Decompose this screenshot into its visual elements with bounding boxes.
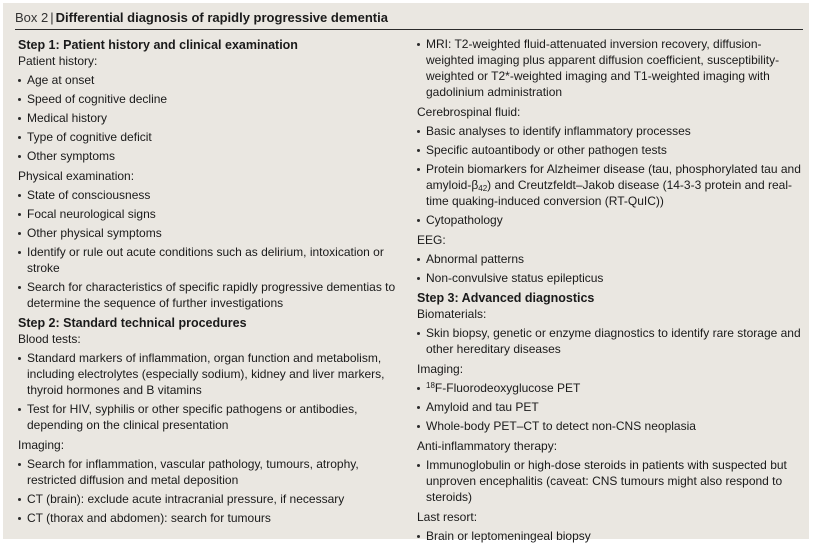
list-item: Specific autoantibody or other pathogen tests (417, 142, 805, 158)
step1-title: Step 1: Patient history and clinical examination (18, 38, 298, 52)
advanced-imaging-heading: Imaging: (417, 362, 464, 376)
eeg-heading: EEG: (417, 233, 446, 247)
list-item: Immunoglobulin or high-dose steroids in patients with suspected but unproven encephalitis (caveat: CNS tumours might also respond to steroids) (417, 457, 805, 505)
step2-title: Step 2: Standard technical procedures (18, 316, 247, 330)
list-item: Brain or leptomeningeal biopsy (417, 528, 805, 544)
right-column (417, 36, 805, 548)
biomarker-subscript: 42 (478, 184, 488, 193)
left-column (18, 37, 410, 530)
list-item: Age at onset (18, 72, 410, 88)
last-resort-list (417, 528, 805, 544)
biomarker-text-a: Protein biomarkers for Alzheimer disease (tau, phosphorylated tau and amyloid-β (426, 162, 801, 192)
physical-exam-heading: Physical examination: (18, 169, 135, 183)
list-item: Identify or rule out acute conditions such as delirium, intoxication or stroke (18, 244, 410, 276)
box-title: Differential diagnosis of rapidly progressive dementia (55, 10, 388, 25)
list-item: Basic analyses to identify inflammatory processes (417, 123, 805, 139)
physical-exam-list (18, 187, 410, 311)
pet-text: F-Fluorodeoxyglucose PET (434, 381, 581, 395)
list-item: Non-convulsive status epilepticus (417, 270, 805, 286)
list-item: Other physical symptoms (18, 225, 410, 241)
eeg-list (417, 251, 805, 286)
list-item: Skin biopsy, genetic or enzyme diagnostics to identify rare storage and other hereditary diseases (417, 325, 805, 357)
patient-history-heading: Patient history: (18, 54, 98, 68)
list-item: Abnormal patterns (417, 251, 805, 267)
list-item: Test for HIV, syphilis or other specific pathogens or antibodies, depending on the clinical presentation (18, 401, 410, 433)
isotope-superscript: 18 (426, 381, 435, 390)
list-item (417, 380, 805, 396)
list-item: Whole-body PET–CT to detect non-CNS neoplasia (417, 418, 805, 434)
list-item: Focal neurological signs (18, 206, 410, 222)
blood-tests-list (18, 350, 410, 433)
box-header (15, 7, 803, 30)
imaging-list (18, 456, 410, 526)
biomaterials-heading: Biomaterials: (417, 307, 487, 321)
biomaterials-list (417, 325, 805, 357)
list-item: Amyloid and tau PET (417, 399, 805, 415)
list-item: Standard markers of inflammation, organ function and metabolism, including electrolytes (especially sodium), kidney and liver markers, thyroid hormones and B vitamins (18, 350, 410, 398)
list-item: Cytopathology (417, 212, 805, 228)
list-item: Medical history (18, 110, 410, 126)
list-item: State of consciousness (18, 187, 410, 203)
last-resort-heading: Last resort: (417, 510, 478, 524)
box-separator: | (50, 10, 54, 25)
advanced-imaging-list (417, 380, 805, 434)
csf-list (417, 123, 805, 228)
step3-title: Step 3: Advanced diagnostics (417, 291, 595, 305)
biomarker-text-b: ) and Creutzfeldt–Jakob disease (14-3-3 protein and real-time quaking-induced conversion (RT-QuIC)) (426, 178, 792, 208)
blood-tests-heading: Blood tests: (18, 332, 81, 346)
list-item: CT (thorax and abdomen): search for tumours (18, 510, 410, 526)
list-item: Search for inflammation, vascular pathology, tumours, atrophy, restricted diffusion and metal deposition (18, 456, 410, 488)
list-item: MRI: T2-weighted fluid-attenuated inversion recovery, diffusion-weighted imaging plus apparent diffusion coefficient, susceptibility-weighted or T2*-weighted imaging and T1-weighted imaging with gadolinium administration (417, 36, 805, 100)
box-label: Box 2 (15, 10, 49, 25)
anti-inflammatory-heading: Anti-inflammatory therapy: (417, 439, 558, 453)
list-item: CT (brain): exclude acute intracranial pressure, if necessary (18, 491, 410, 507)
csf-heading: Cerebrospinal fluid: (417, 105, 521, 119)
list-item (417, 161, 805, 209)
list-item: Speed of cognitive decline (18, 91, 410, 107)
list-item: Type of cognitive deficit (18, 129, 410, 145)
imaging-heading: Imaging: (18, 438, 65, 452)
list-item: Search for characteristics of specific rapidly progressive dementias to determine the sequence of further investigations (18, 279, 410, 311)
anti-inflammatory-list (417, 457, 805, 505)
list-item: Other symptoms (18, 148, 410, 164)
info-box (3, 3, 809, 543)
imaging-list-continued (417, 36, 805, 100)
patient-history-list (18, 72, 410, 164)
